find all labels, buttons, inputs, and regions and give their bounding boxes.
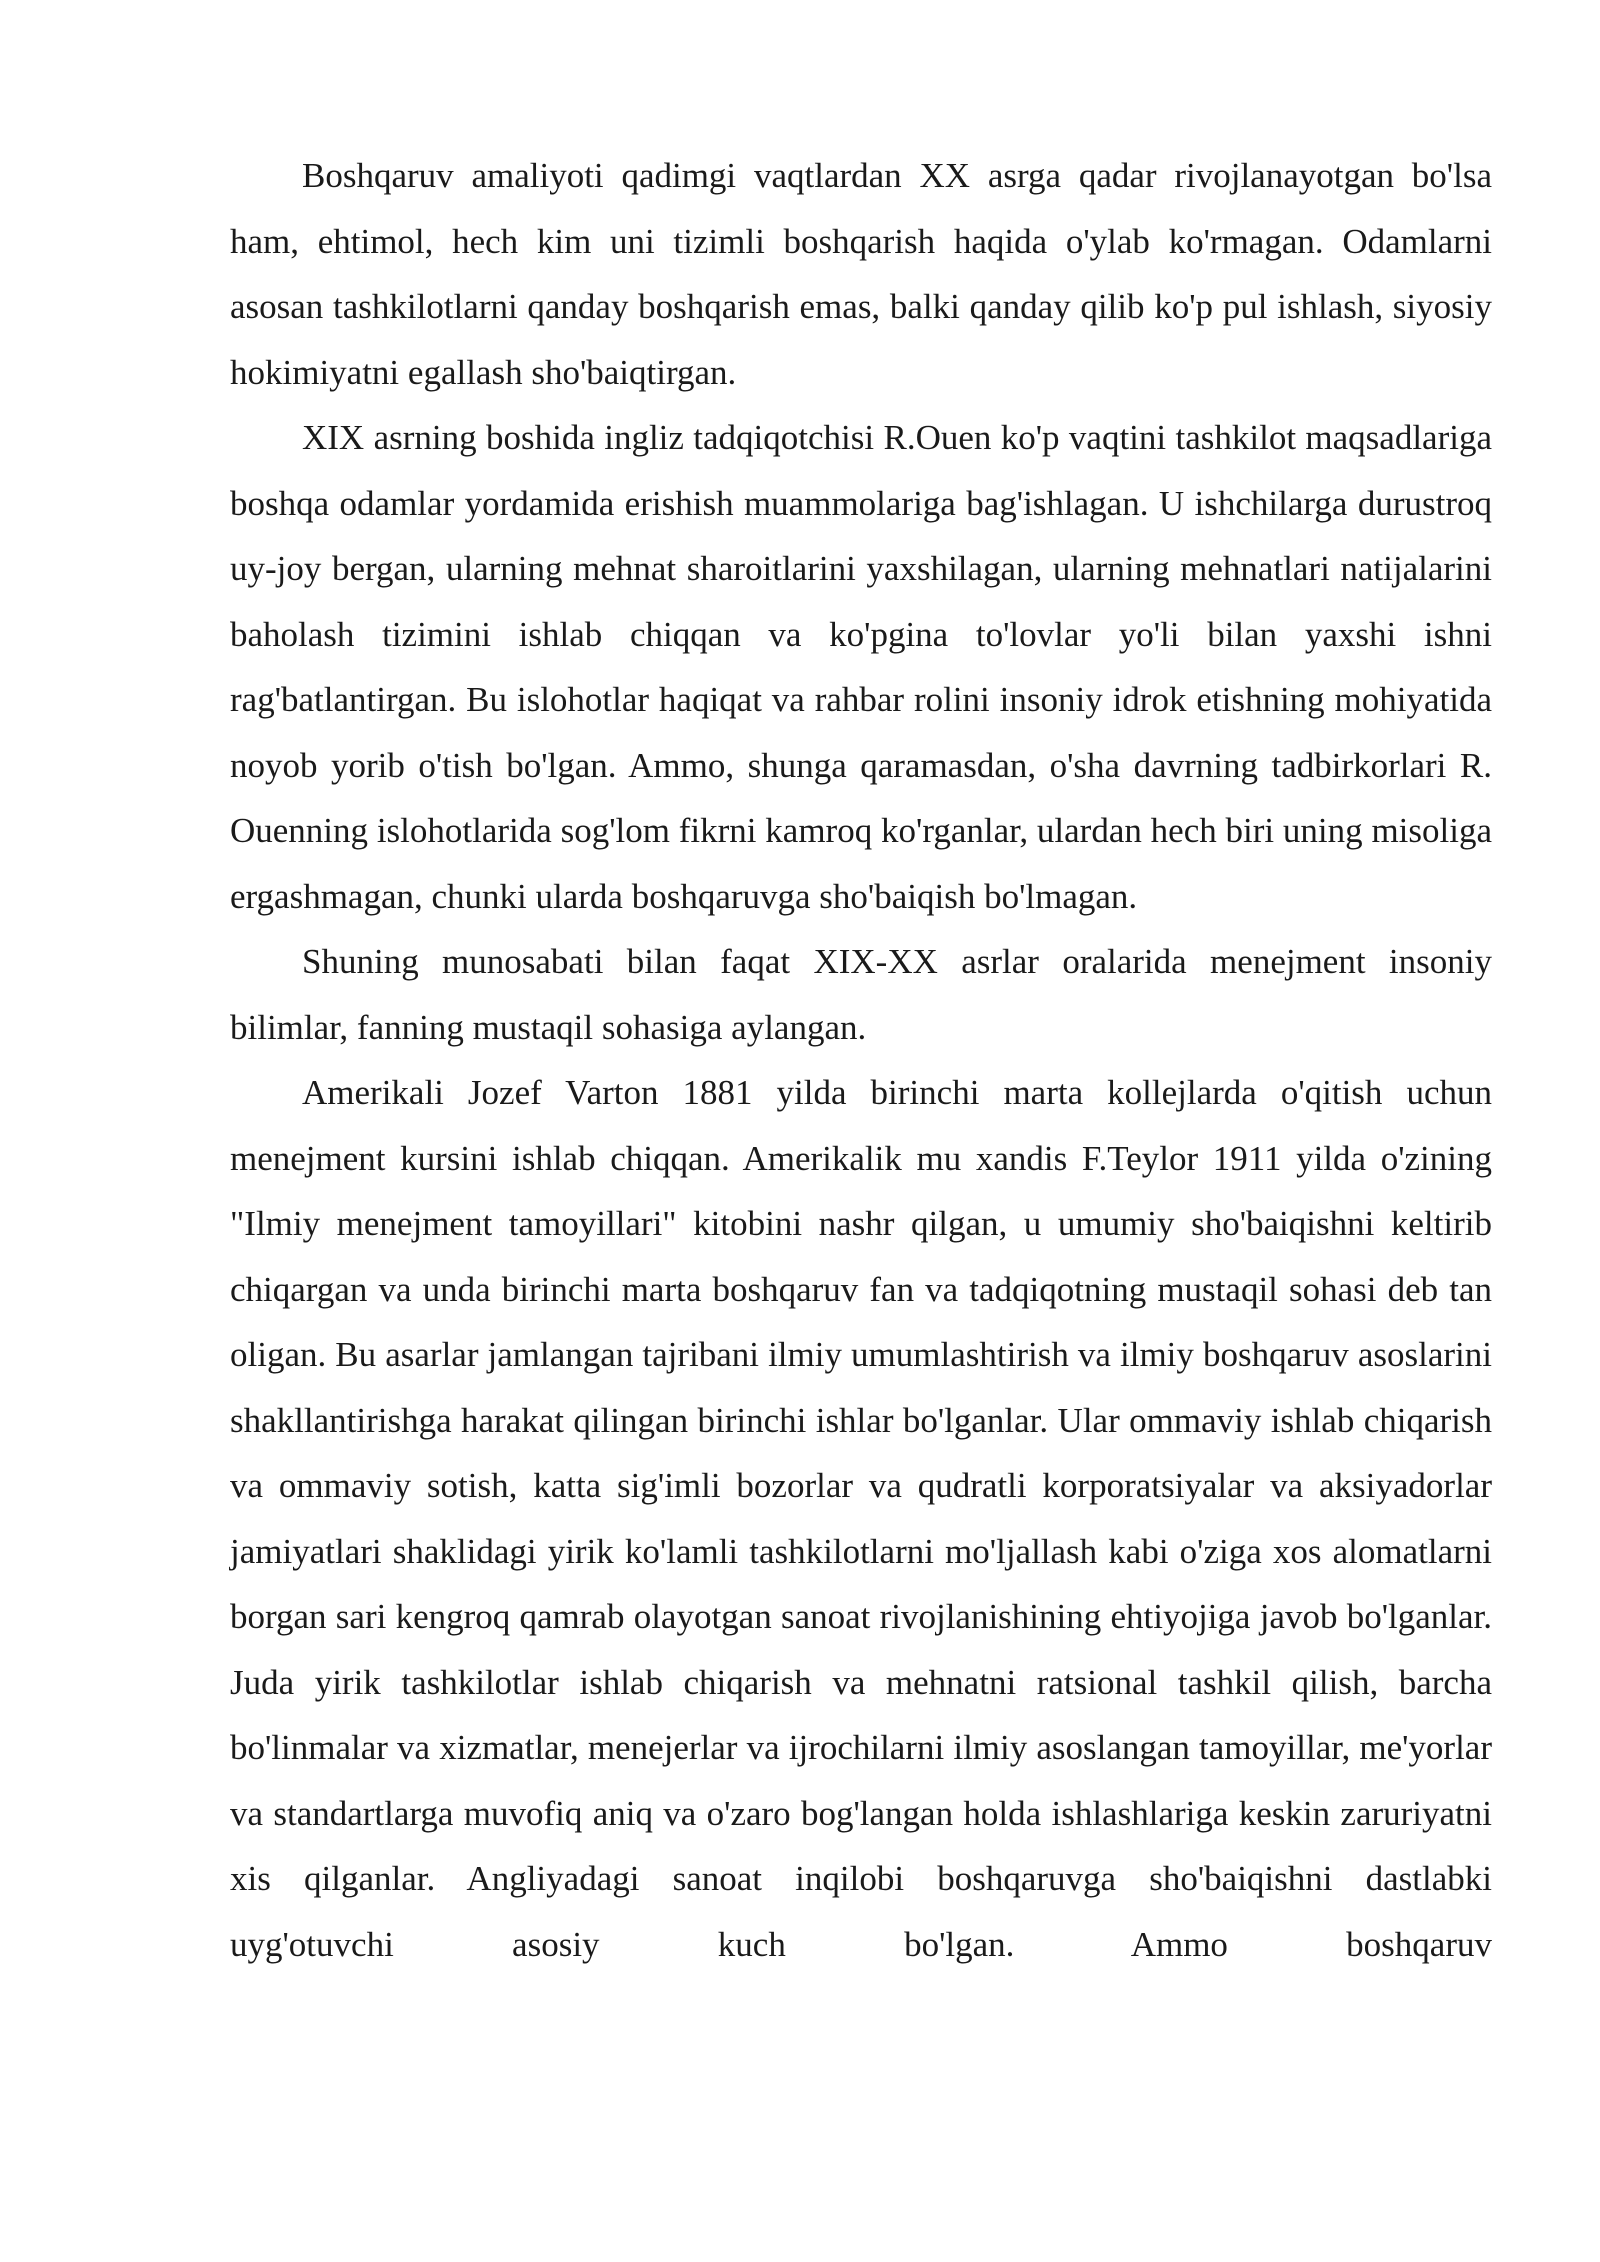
- paragraph-4: Amerikali Jozef Varton 1881 yilda birinchi marta kollejlarda o'qitish uchun menejment kursini ishlab chiqqan. Amerikalik mu xandis F.Teylor 1911 yilda o'zining "Ilmiy menejment tamoyillari" kitobini nashr qilgan, u umumiy sho'baiqishni keltirib chiqargan va unda birinchi marta boshqaruv fan va tadqiqotning mustaqil sohasi deb tan oligan. Bu asarlar jamlangan tajribani ilmiy umumlashtirish va ilmiy boshqaruv asoslarini shakllantirishga harakat qilingan birinchi ishlar bo'lganlar. Ular ommaviy ishlab chiqarish va ommaviy sotish, katta sig'imli bozorlar va qudratli korporatsiyalar va aksiyadorlar jamiyatlari shaklidagi yirik ko'lamli tashkilotlarni mo'ljallash kabi o'ziga xos alomatlarni borgan sari kengroq qamrab olayotgan sanoat rivojlanishining ehtiyojiga javob bo'lganlar. Juda yirik tashkilotlar ishlab chiqarish va mehnatni ratsional tashkil qilish, barcha bo'linmalar va xizmatlar, menejerlar va ijrochilarni ilmiy asoslangan tamoyillar, me'yorlar va standartlarga muvofiq aniq va o'zaro bog'langan holda ishlashlariga keskin zaruriyatni xis qilganlar. Angliyadagi sanoat inqilobi boshqaruvga sho'baiqishni dastlabki uyg'otuvchi asosiy kuch bo'lgan. Ammo boshqaruv: [230, 1073, 1492, 1964]
- paragraph-2: XIX asrning boshida ingliz tadqiqotchisi R.Ouen ko'p vaqtini tashkilot maqsadlariga boshqa odamlar yordamida erishish muammolariga bag'ishlagan. U ishchilarga durustroq uy-joy bergan, ularning mehnat sharoitlarini yaxshilagan, ularning mehnatlari natijalarini baholash tizimini ishlab chiqqan va ko'pgina to'lovlar yo'li bilan yaxshi ishni rag'batlantirgan. Bu islohotlar haqiqat va rahbar rolini insoniy idrok etishning mohiyatida noyob yorib o'tish bo'lgan. Ammo, shunga qaramasdan, o'sha davrning tadbirkorlari R. Ouenning islohotlarida sog'lom fikrni kamroq ko'rganlar, ulardan hech biri uning misoliga ergashmagan, chunki ularda boshqaruvga sho'baiqish bo'lmagan.: [230, 418, 1492, 916]
- paragraph-1: Boshqaruv amaliyoti qadimgi vaqtlardan XX asrga qadar rivojlanayotgan bo'lsa ham, ehtimol, hech kim uni tizimli boshqarish haqida o'ylab ko'rmagan. Odamlarni asosan tashkilotlarni qanday boshqarish emas, balki qanday qilib ko'p pul ishlash, siyosiy hokimiyatni egallash sho'baiqtirgan.: [230, 156, 1492, 392]
- paragraph-3: Shuning munosabati bilan faqat XIX-XX asrlar oralarida menejment insoniy bilimlar, fanning mustaqil sohasiga aylangan.: [230, 942, 1492, 1047]
- document-body: [230, 143, 1492, 1977]
